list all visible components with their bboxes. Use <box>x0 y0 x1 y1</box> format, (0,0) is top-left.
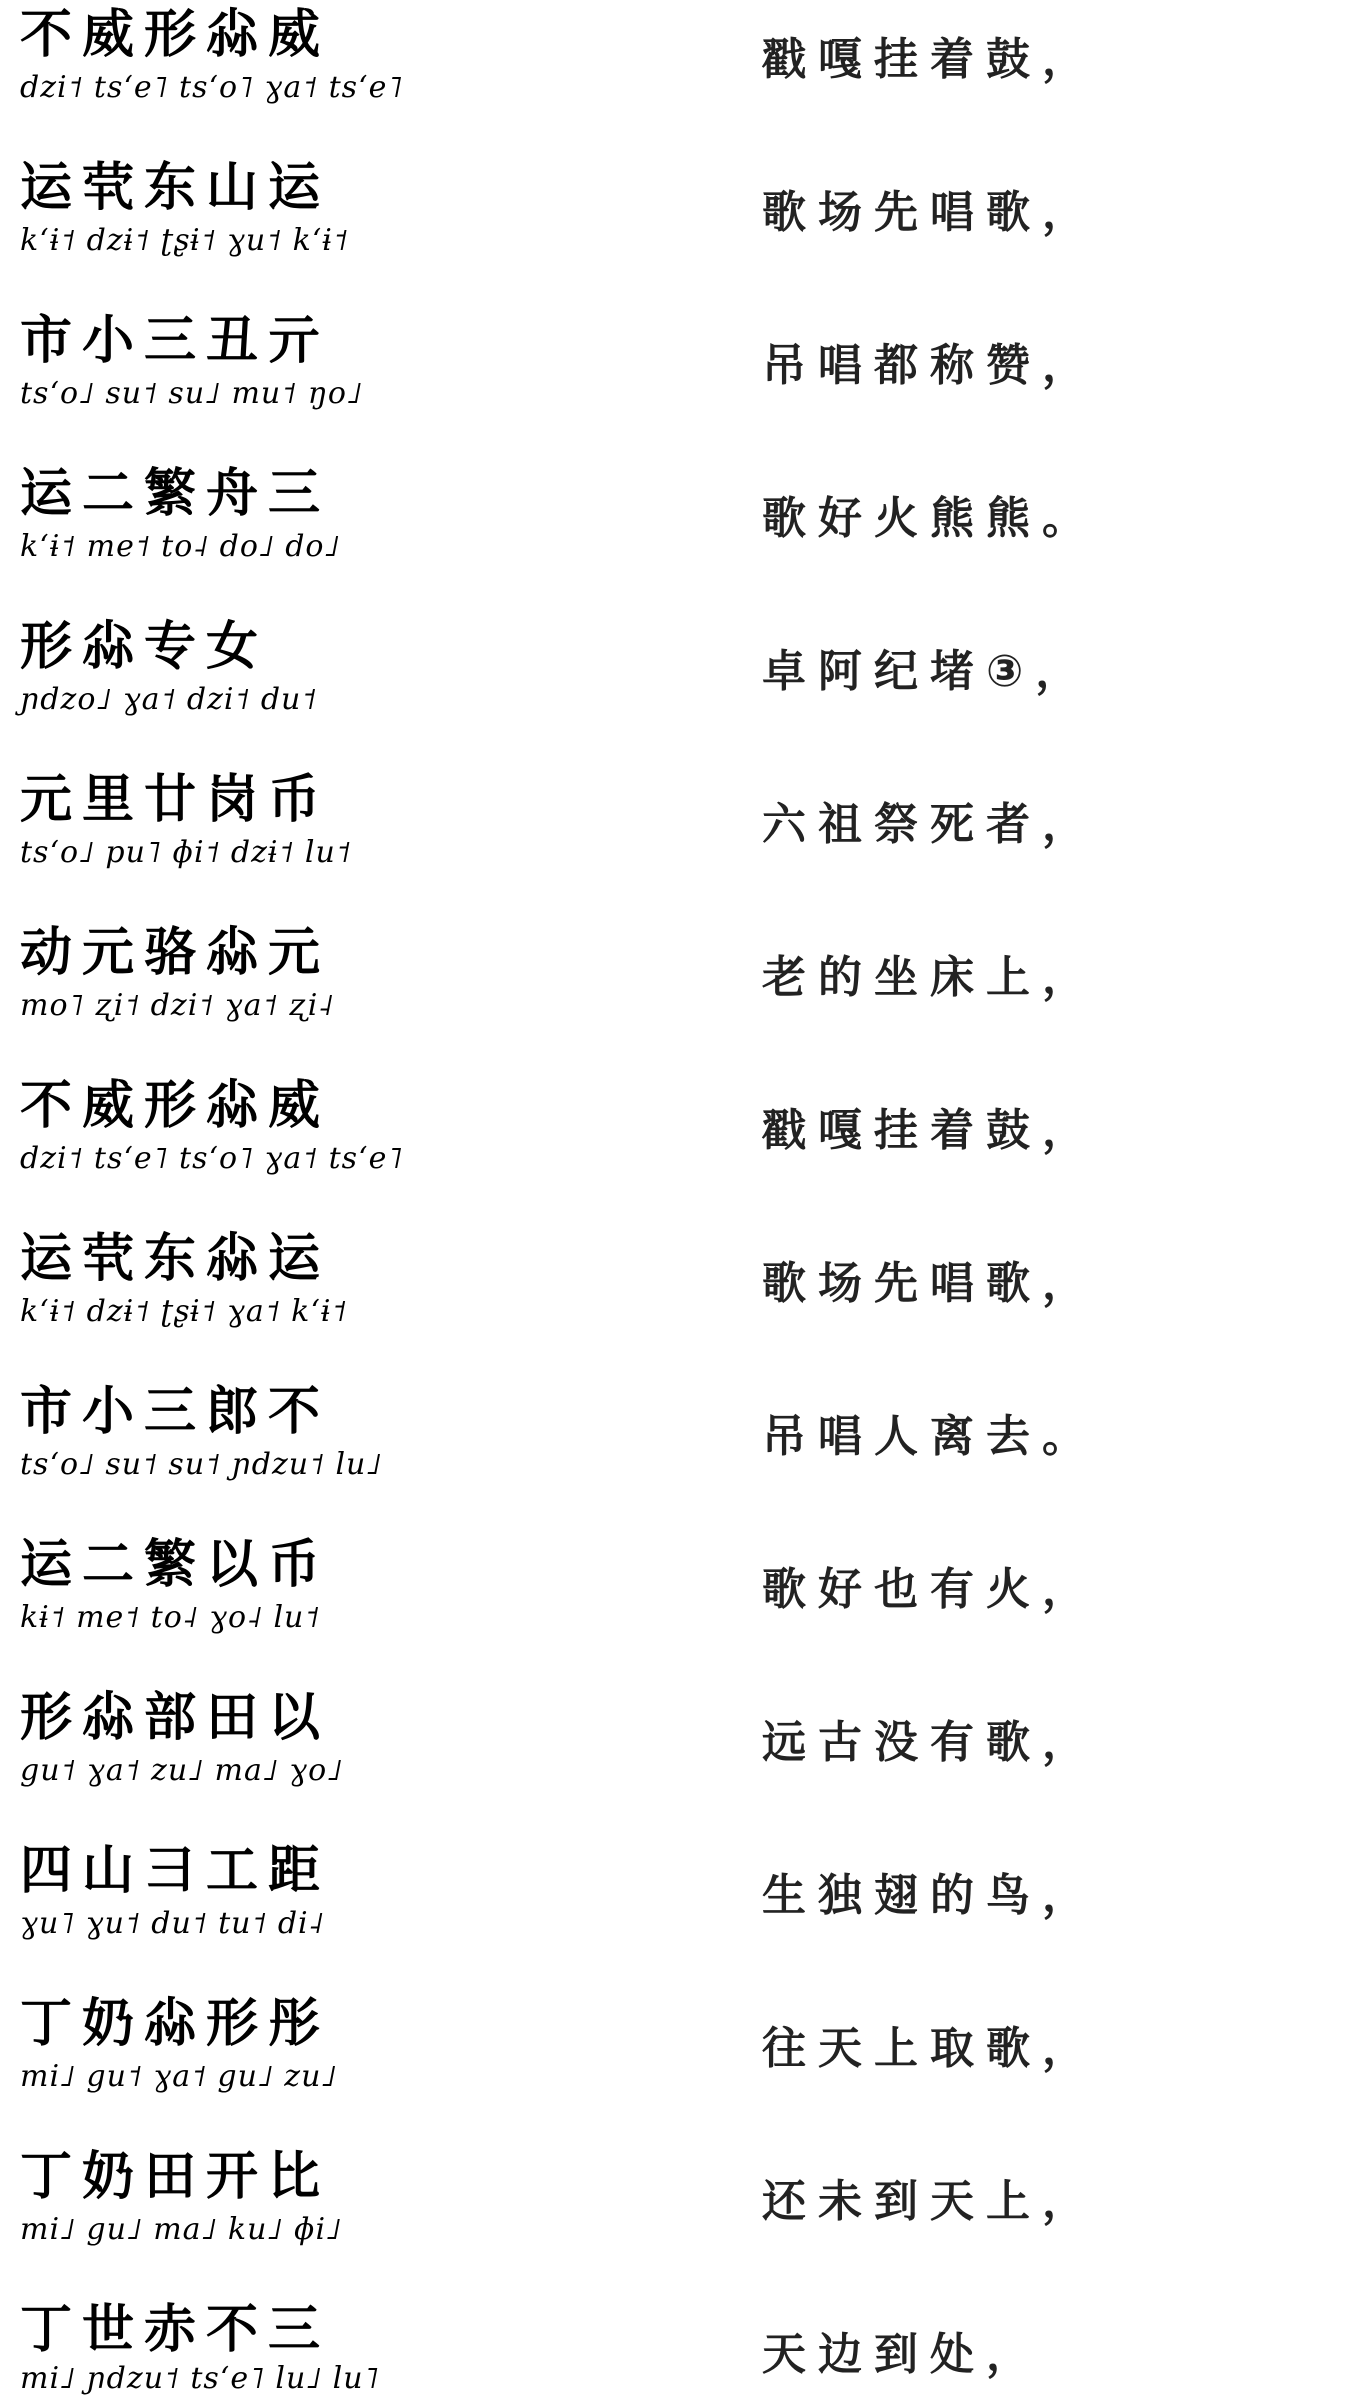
script-block <box>20 1989 450 2119</box>
native-script-glyphs: 市小三丑亓 <box>20 310 331 371</box>
script-block <box>20 459 450 589</box>
chinese-translation: 歌好也有火， <box>762 1564 1098 1615</box>
chinese-translation: 生独翅的鸟， <box>762 1870 1098 1921</box>
chinese-translation: 吊唱人离去。 <box>762 1411 1098 1462</box>
phonetic-transcription: tsʻo˩ su˦ su˩ mu˦ ŋo˩ <box>20 376 363 411</box>
chinese-translation: 远古没有歌， <box>762 1717 1098 1768</box>
native-script-glyphs: 形尛部田以 <box>20 1687 331 1748</box>
phonetic-transcription: mi˩ gu˩ ma˩ ku˩ ɸi˩ <box>20 2212 342 2247</box>
native-script-glyphs: 形尛专女 <box>20 616 269 677</box>
phonetic-transcription: ɲdzo˩ ɣa˦ dzi˦ du˦ <box>20 682 318 717</box>
native-script-glyphs: 运二繁舟三 <box>20 463 331 524</box>
chinese-translation: 往天上取歌， <box>762 2023 1098 2074</box>
verse-line-4 <box>0 459 1359 609</box>
verse-line-2 <box>0 153 1359 303</box>
script-block <box>20 1224 450 1354</box>
verse-line-7 <box>0 918 1359 1068</box>
phonetic-transcription: tsʻo˩ su˦ su˦ ɲdzu˦ lu˩ <box>20 1447 383 1482</box>
native-script-glyphs: 市小三郎不 <box>20 1381 331 1442</box>
verse-line-9 <box>0 1224 1359 1374</box>
chinese-translation: 六祖祭死者， <box>762 799 1098 850</box>
verse-line-15 <box>0 2142 1359 2292</box>
chinese-translation: 戳嘎挂着鼓， <box>762 34 1098 85</box>
phonetic-transcription: ɣu˥ ɣu˦ du˦ tu˦ di˨ <box>20 1906 325 1941</box>
native-script-glyphs: 丁世赤不三 <box>20 2299 331 2360</box>
verse-line-11 <box>0 1530 1359 1680</box>
chinese-translation: 卓阿纪堵③， <box>762 646 1092 697</box>
verse-line-3 <box>0 306 1359 456</box>
script-block <box>20 1836 450 1966</box>
chinese-translation: 歌场先唱歌， <box>762 187 1098 238</box>
script-block <box>20 1377 450 1507</box>
phonetic-transcription: kʻɨ˦ me˦ to˨ do˩ do˩ <box>20 529 341 564</box>
script-block <box>20 1683 450 1813</box>
phonetic-transcription: kʻɨ˦ dzɨ˦ ʈʂɨ˦ ɣu˦ kʻɨ˦ <box>20 223 349 258</box>
native-script-glyphs: 动元骆尛元 <box>20 922 331 983</box>
native-script-glyphs: 运茕东尛运 <box>20 1228 331 1289</box>
verse-line-5 <box>0 612 1359 762</box>
native-script-glyphs: 四山彐工距 <box>20 1840 331 1901</box>
script-block <box>20 2142 450 2272</box>
verse-line-10 <box>0 1377 1359 1527</box>
phonetic-transcription: mi˩ gu˦ ɣa˦ gu˩ zu˩ <box>20 2059 338 2094</box>
native-script-glyphs: 运二繁以币 <box>20 1534 331 1595</box>
phonetic-transcription: gu˦ ɣa˦ zu˩ ma˩ ɣo˩ <box>20 1753 343 1788</box>
script-block <box>20 1071 450 1201</box>
script-block <box>20 1530 450 1660</box>
native-script-glyphs: 丁奶田开比 <box>20 2146 331 2207</box>
phonetic-transcription: kʻɨ˦ dzɨ˦ ʈʂɨ˦ ɣa˦ kʻɨ˦ <box>20 1294 348 1329</box>
script-block <box>20 612 450 742</box>
native-script-glyphs: 运茕东山运 <box>20 157 331 218</box>
verse-line-1 <box>0 0 1359 150</box>
chinese-translation: 吊唱都称赞， <box>762 340 1098 391</box>
verse-line-12 <box>0 1683 1359 1833</box>
phonetic-transcription: dzi˦ tsʻe˥ tsʻo˥ ɣa˦ tsʻe˥ <box>20 70 404 105</box>
native-script-glyphs: 不威形尛威 <box>20 1075 331 1136</box>
phonetic-transcription: tsʻo˩ pu˥ ɸi˦ dzɨ˦ lu˦ <box>20 835 352 870</box>
verse-line-13 <box>0 1836 1359 1986</box>
verse-line-8 <box>0 1071 1359 1221</box>
script-block <box>20 153 450 283</box>
verse-line-16 <box>0 2295 1359 2403</box>
chinese-translation: 戳嘎挂着鼓， <box>762 1105 1098 1156</box>
chinese-translation: 老的坐床上， <box>762 952 1098 1003</box>
chinese-translation: 还未到天上， <box>762 2176 1098 2227</box>
phonetic-transcription: mo˥ ʐi˦ dzi˦ ɣa˦ ʐi˨ <box>20 988 335 1023</box>
chinese-translation: 天边到处， <box>762 2329 1042 2380</box>
chinese-translation: 歌场先唱歌， <box>762 1258 1098 1309</box>
phonetic-transcription: kɨ˦ me˦ to˨ ɣo˨ lu˦ <box>20 1600 321 1635</box>
chinese-translation: 歌好火熊熊。 <box>762 493 1098 544</box>
verse-line-6 <box>0 765 1359 915</box>
native-script-glyphs: 丁奶尛形彤 <box>20 1993 331 2054</box>
script-block <box>20 2295 450 2403</box>
phonetic-transcription: mi˩ ɲdzu˦ tsʻe˥ lu˩ lu˥ <box>20 2361 380 2396</box>
script-block <box>20 306 450 436</box>
verse-line-14 <box>0 1989 1359 2139</box>
native-script-glyphs: 不威形尛威 <box>20 4 331 65</box>
script-block <box>20 918 450 1048</box>
script-block <box>20 765 450 895</box>
phonetic-transcription: dzi˦ tsʻe˥ tsʻo˥ ɣa˦ tsʻe˥ <box>20 1141 404 1176</box>
script-block <box>20 0 450 130</box>
native-script-glyphs: 元里廿岗币 <box>20 769 331 830</box>
